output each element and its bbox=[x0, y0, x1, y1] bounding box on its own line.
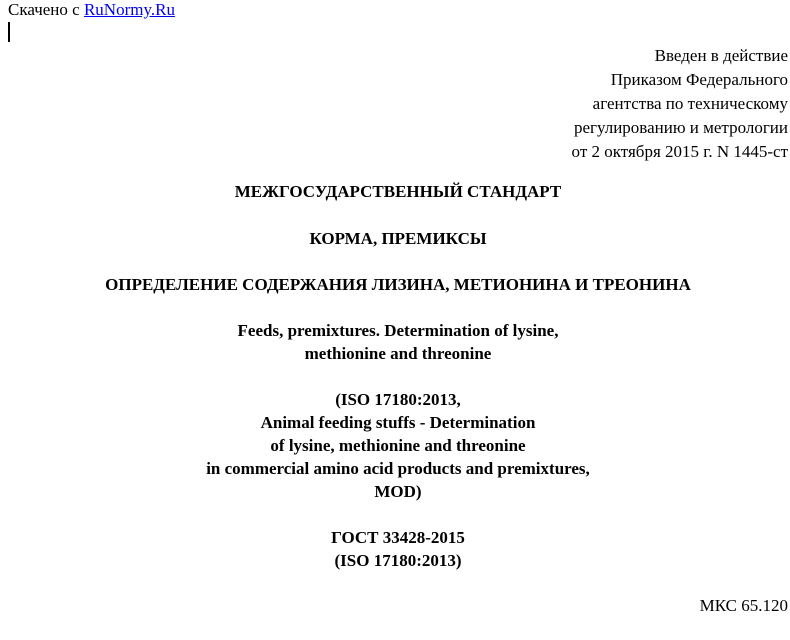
intro-line: Приказом Федерального bbox=[610, 70, 788, 89]
iso-reference-line: of lysine, methionine and threonine bbox=[270, 436, 526, 455]
iso-reference bbox=[0, 388, 790, 503]
gost-number: ГОСТ 33428-2015 bbox=[331, 528, 465, 547]
iso-number: (ISO 17180:2013) bbox=[334, 551, 462, 570]
iso-reference-line: in commercial amino acid products and premixtures, bbox=[206, 459, 590, 478]
intro-line: от 2 октября 2015 г. N 1445-ст bbox=[571, 142, 788, 161]
iso-reference-line: (ISO 17180:2013, bbox=[335, 390, 461, 409]
standard-designation bbox=[0, 526, 790, 572]
text-cursor bbox=[8, 22, 10, 42]
source-link[interactable]: RuNormy.Ru bbox=[83, 0, 175, 19]
intro-block bbox=[572, 44, 788, 164]
english-title-line: Feeds, premixtures. Determination of lysine, bbox=[237, 321, 559, 340]
iso-reference-line: MOD) bbox=[374, 482, 422, 501]
intro-line: агентства по техническому bbox=[592, 94, 788, 113]
source-prefix: Скачено с bbox=[8, 0, 84, 19]
intro-line: регулированию и метрологии bbox=[573, 118, 788, 137]
english-title bbox=[0, 319, 790, 365]
document-title: КОРМА, ПРЕМИКСЫ bbox=[309, 229, 487, 248]
english-title-line: methionine and threonine bbox=[304, 344, 492, 363]
iso-reference-line: Animal feeding stuffs - Determination bbox=[260, 413, 536, 432]
document-subtitle: ОПРЕДЕЛЕНИЕ СОДЕРЖАНИЯ ЛИЗИНА, МЕТИОНИНА И ТРЕОНИНА bbox=[105, 275, 691, 294]
mks-classification: МКС 65.120 bbox=[699, 596, 788, 615]
intro-line: Введен в действие bbox=[654, 46, 788, 65]
standard-type-heading: МЕЖГОСУДАРСТВЕННЫЙ СТАНДАРТ bbox=[234, 182, 562, 201]
source-line bbox=[8, 0, 175, 20]
